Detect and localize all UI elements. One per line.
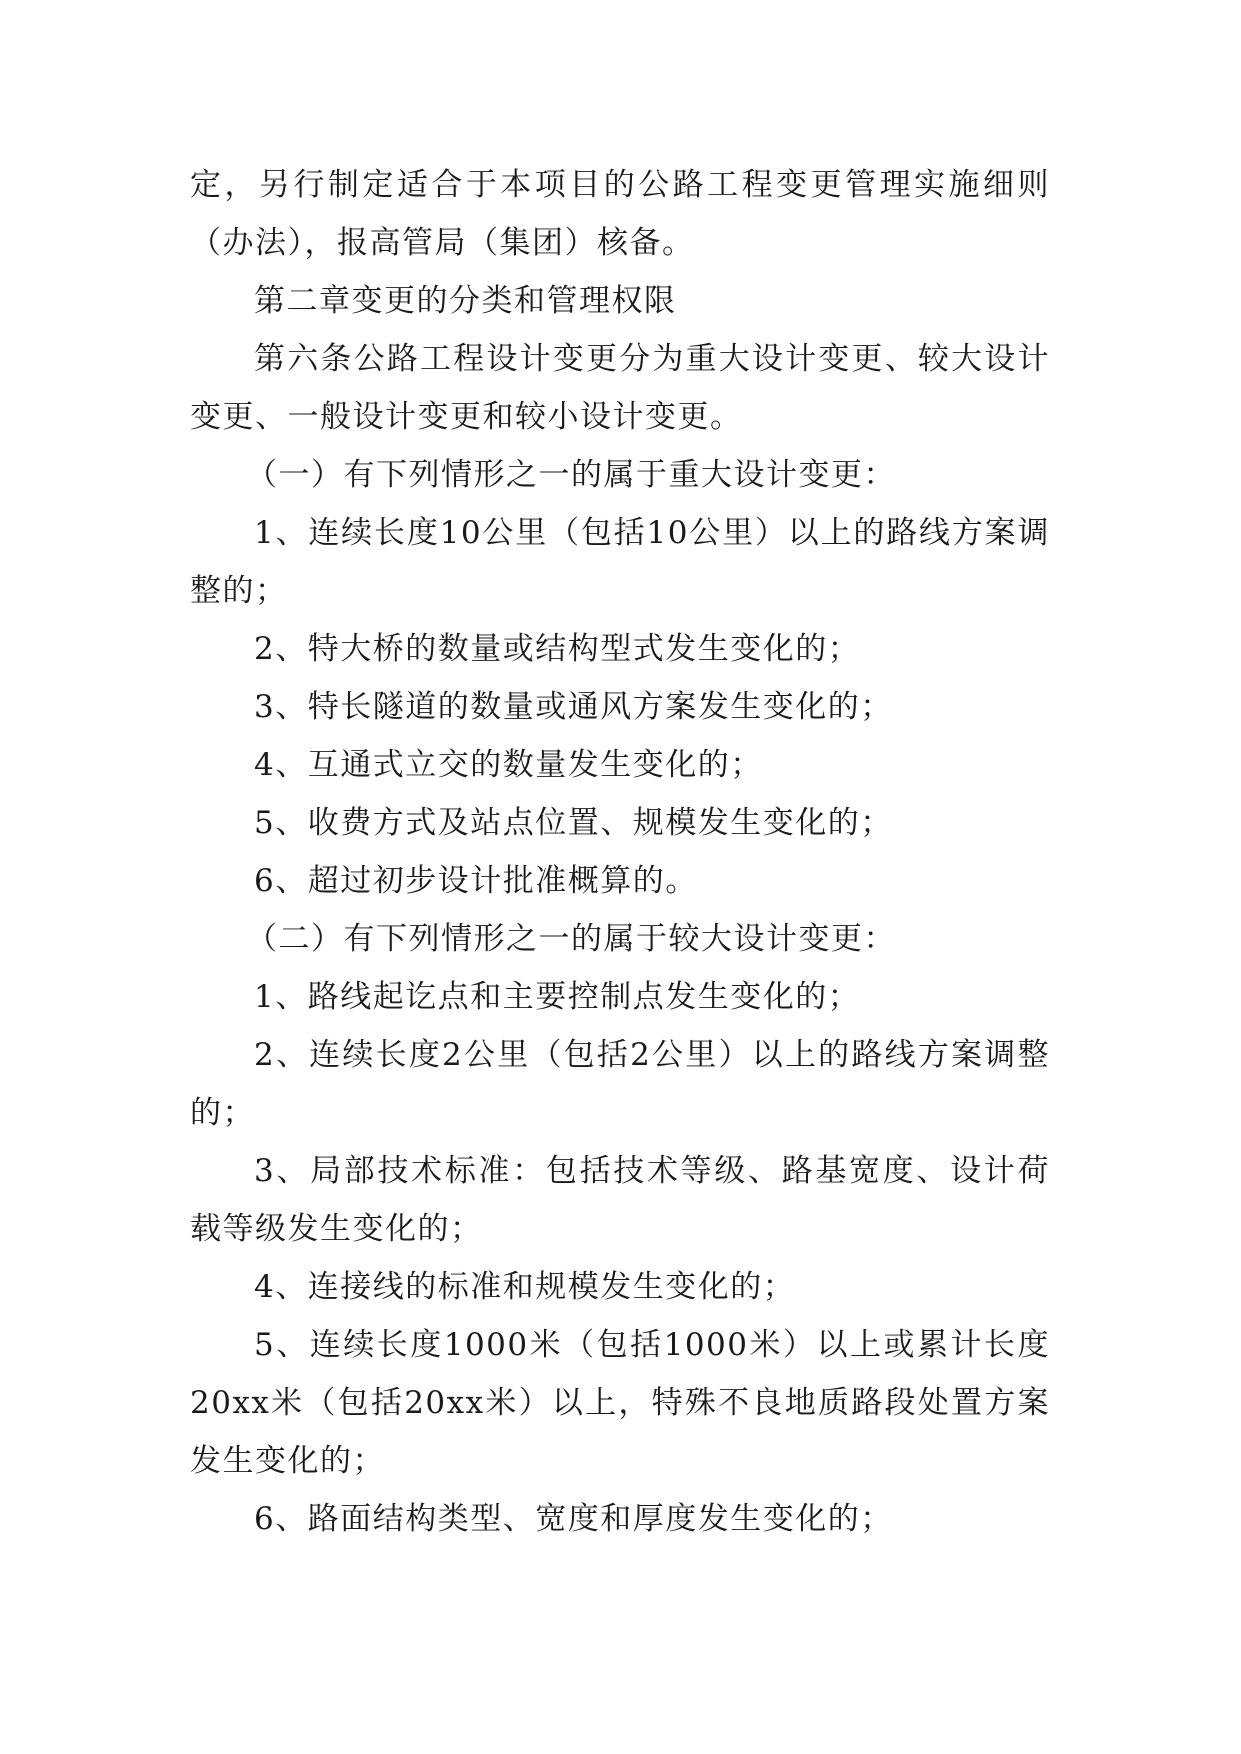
list-item: 4、互通式立交的数量发生变化的； bbox=[254, 747, 763, 783]
document-body bbox=[190, 156, 1050, 1548]
list-item: 3、局部技术标准：包括技术等级、路基宽度、设计荷载等级发生变化的； bbox=[190, 1153, 1050, 1247]
list-item: 6、超过初步设计批准概算的。 bbox=[254, 863, 698, 899]
list-item: 3、特长隧道的数量或通风方案发生变化的； bbox=[254, 689, 893, 725]
list-item: 1、连续长度10公里（包括10公里）以上的路线方案调整的； bbox=[190, 515, 1050, 609]
list-item: 5、收费方式及站点位置、规模发生变化的； bbox=[254, 805, 893, 841]
list-item: 4、连接线的标准和规模发生变化的； bbox=[254, 1269, 796, 1305]
article-six: 第六条公路工程设计变更分为重大设计变更、较大设计变更、一般设计变更和较小设计变更。 bbox=[190, 341, 1050, 435]
section-major-change: （一）有下列情形之一的属于重大设计变更： bbox=[246, 457, 896, 493]
list-item: 5、连续长度1000米（包括1000米）以上或累计长度20xx米（包括20xx米）以上，特殊不良地质路段处置方案发生变化的； bbox=[190, 1327, 1050, 1479]
list-item: 2、特大桥的数量或结构型式发生变化的； bbox=[254, 631, 861, 667]
list-item: 6、路面结构类型、宽度和厚度发生变化的； bbox=[254, 1501, 893, 1537]
paragraph-continuation: 定，另行制定适合于本项目的公路工程变更管理实施细则（办法），报高管局（集团）核备。 bbox=[190, 167, 1050, 261]
list-item: 1、路线起讫点和主要控制点发生变化的； bbox=[254, 979, 861, 1015]
chapter-heading: 第二章变更的分类和管理权限 bbox=[254, 283, 677, 319]
list-item: 2、连续长度2公里（包括2公里）以上的路线方案调整的； bbox=[190, 1037, 1050, 1131]
section-larger-change: （二）有下列情形之一的属于较大设计变更： bbox=[246, 921, 896, 957]
